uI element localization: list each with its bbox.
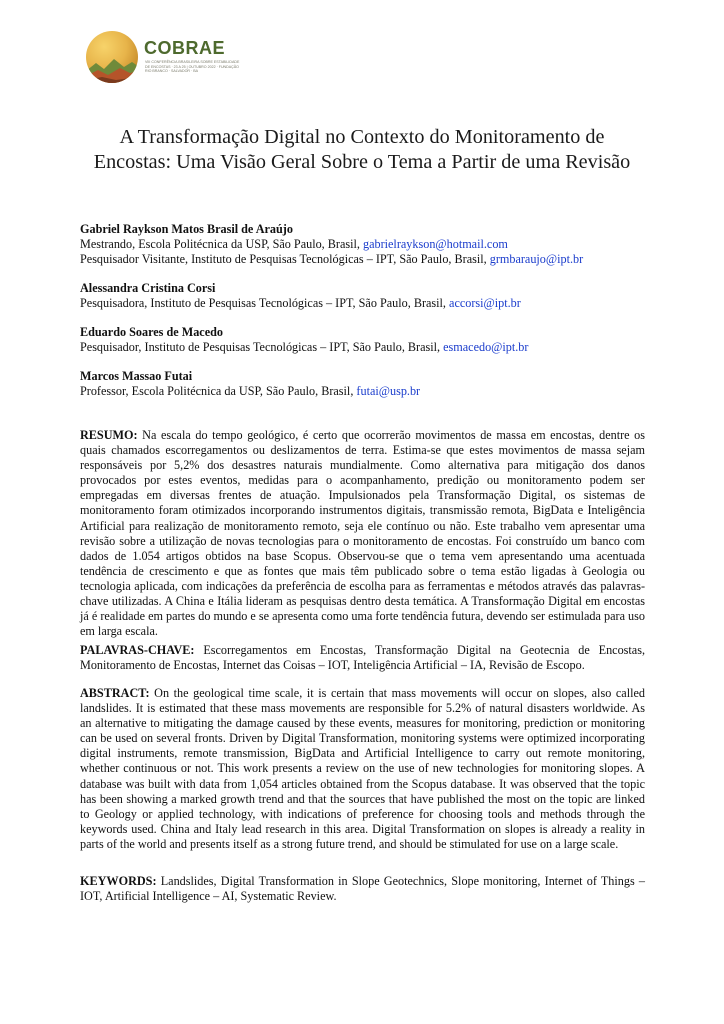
author-list [80,222,650,413]
email-link[interactable]: futai@usp.br [356,384,421,398]
resumo-section [80,428,645,639]
affiliation-text: Pesquisador, Instituto de Pesquisas Tecnológicas – IPT, São Paulo, Brasil, [80,340,444,354]
author-block [80,369,650,399]
author-affiliation [80,296,650,311]
abstract-text: On the geological time scale, it is certain that mass movements will occur on slopes, also called landslides. It is estimated that these mass movements are responsible for 5.2% of natural disasters worldwide. As an alternative to mitigating the damage caused by these events, measures for monitoring, prediction or monitoring can be used on several fronts. Driven by Digital Transformation, monitoring systems were optimized incorporating digital instruments, remote transmission, BigData and Artificial Intelligence to carry out remote monitoring, whether continuous or not. This work presents a review on the use of new technologies for monitoring slopes. A database was built with data from 1,054 articles obtained from the Scopus database. It was observed that the topic has been showing a marked growth trend and that the sources that have published the most on the topic are linked to Geology or applied technology, with indications of preference for choosing tools and methods through the keywords used. China and Italy lead research in this area. Digital Transformation on slopes is already a reality in parts of the world and presents itself as a strong future trend, and should be stimulated for use on a large scale. [80,686,645,851]
author-name: Eduardo Soares de Macedo [80,325,223,339]
author-block [80,222,650,267]
palavras-chave-text: Escorregamentos em Encostas, Transformação Digital na Geotecnia de Encostas, Monitoramento de Encostas, Internet das Coisas – IOT, Inteligência Artificial – IA, Revisão de Escopo. [80,643,646,673]
affiliation-text: Mestrando, Escola Politécnica da USP, São Paulo, Brasil, [80,237,363,251]
email-link[interactable]: grmbaraujo@ipt.br [489,252,584,266]
resumo-label: RESUMO: [80,428,138,442]
author-block [80,281,650,311]
keywords-label: KEYWORDS: [80,874,157,888]
conference-logo [86,31,246,87]
affiliation-text: Pesquisadora, Instituto de Pesquisas Tecnológicas – IPT, São Paulo, Brasil, [80,296,450,310]
palavras-chave-label: PALAVRAS-CHAVE: [80,643,195,657]
author-block [80,325,650,355]
affiliation-text: Pesquisador Visitante, Instituto de Pesquisas Tecnológicas – IPT, São Paulo, Brasil, [80,252,490,266]
abstract-section [80,686,645,852]
affiliation-text: Professor, Escola Politécnica da USP, São Paulo, Brasil, [80,384,357,398]
author-affiliation [80,252,650,267]
author-affiliation [80,237,650,252]
email-link[interactable]: gabrielraykson@hotmail.com [362,237,508,251]
keywords-section [80,874,645,904]
palavras-chave-section [80,643,645,673]
resumo-text: Na escala do tempo geológico, é certo que ocorrerão movimentos de massa em encostas, dentre os quais chamados escorregamentos ou deslizamentos de terra. Estima-se que estes movimentos de massa sejam responsáveis por 5,2% dos desastres naturais mundialmente. Como alternativa para mitigação dos danos provocados por estes eventos, medidas para o acompanhamento, predição ou monitoramento podem ser empregadas em diversas frentes de atuação. Impulsionados pela Transformação Digital, os sistemas de monitoramento foram otimizados incorporando instrumentos digitais, transmissão remota, BigData e Inteligência Artificial para realização de monitoramento remoto, seja ele contínuo ou não. Este trabalho vem apresentar uma revisão sobre a utilização de novas tecnologias para o monitoramento de encostas. Foi construído um banco com dados de 1.054 artigos obtidos na base Scopus. Observou-se que o tema vem apresentando uma acentuada tendência de crescimento e que as fontes que mais têm publicado sobre o tema estão ligadas à Geologia ou tecnologia aplicada, com indicações da preferência de escolha para as ferramentas e métodos através das palavras-chave utilizadas. A China e Itália lideram as pesquisas dentro desta temática. A Transformação Digital em encostas já é realidade em partes do mundo e se apresenta como uma forte tendência futura, devendo ser estimulada para uso em larga escala. [80,428,646,639]
author-name: Alessandra Cristina Corsi [80,281,216,295]
logo-subtitle: VIII CONFERÊNCIA BRASILEIRA SOBRE ESTABILIDADE DE ENCOSTAS · 23 A 25 | OUTUBRO 2022 · FUNDAÇÃO RIO BRANCO · SALVADOR · BA [145,60,240,74]
keywords-text: Landslides, Digital Transformation in Slope Geotechnics, Slope monitoring, Internet of Things – IOT, Artificial Intelligence – AI, Systematic Review. [80,874,645,904]
logo-emblem-icon [86,31,138,83]
logo-name: COBRAE [144,38,226,58]
abstract-label: ABSTRACT: [80,686,150,700]
author-affiliation [80,340,650,355]
email-link[interactable]: accorsi@ipt.br [449,296,521,310]
paper-title: A Transformação Digital no Contexto do Monitoramento de Encostas: Uma Visão Geral Sobre o Tema a Partir de uma Revisão [93,126,631,173]
author-affiliation [80,384,650,399]
author-name: Gabriel Raykson Matos Brasil de Araújo [80,222,293,236]
email-link[interactable]: esmacedo@ipt.br [443,340,529,354]
mountain-icon [86,53,138,83]
author-name: Marcos Massao Futai [80,369,193,383]
